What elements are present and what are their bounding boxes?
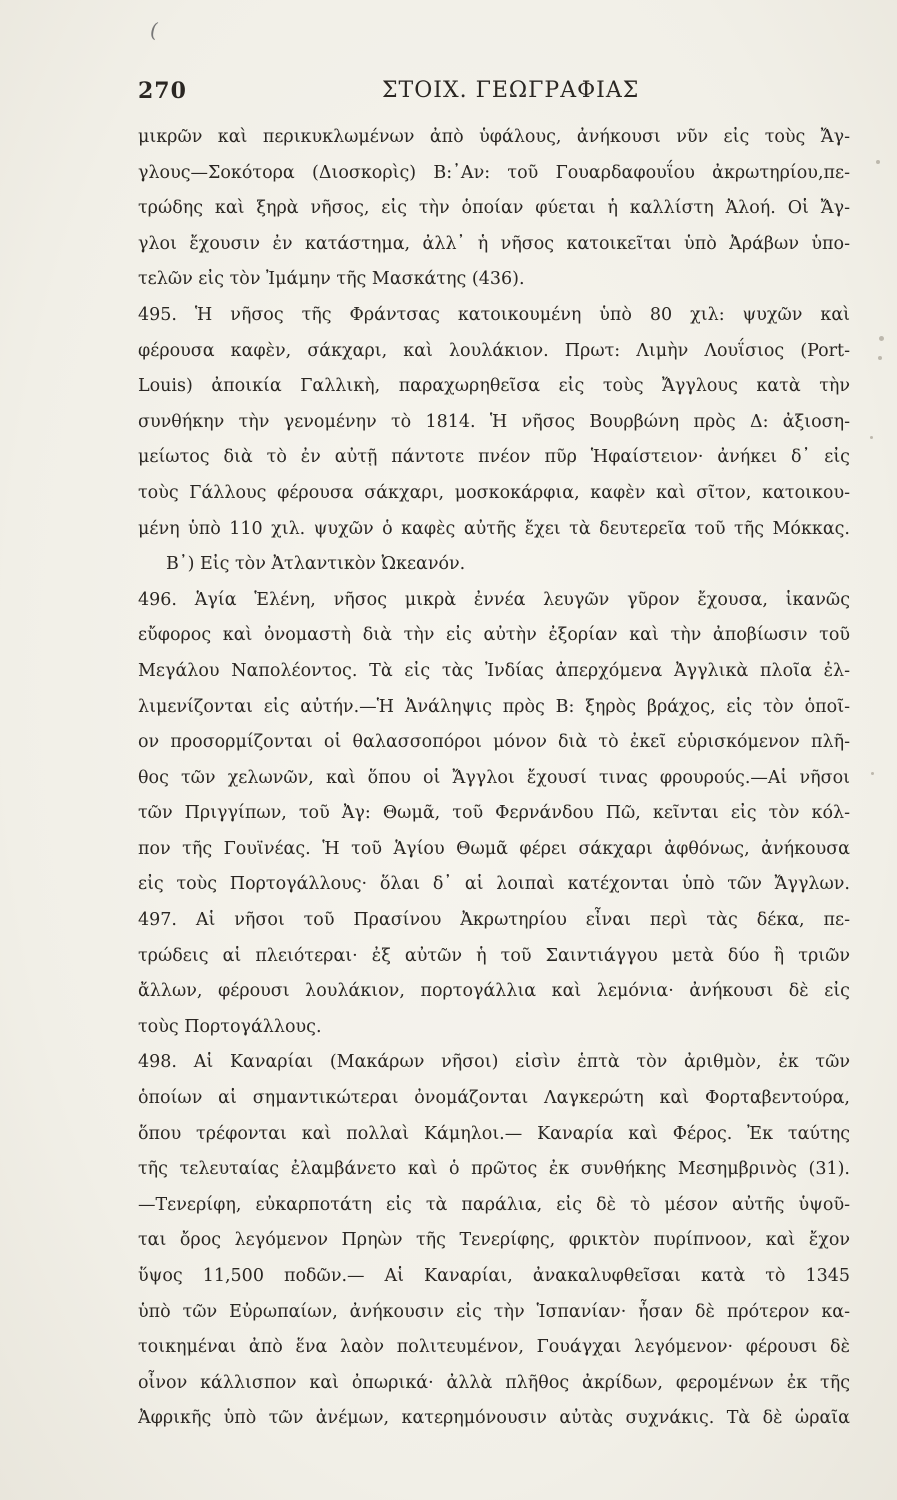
text-line: —Τενερίφη, εὐκαρποτάτη εἰς τὰ παράλια, εἰς δὲ τὸ μέσον αὐτῆς ὑψοῦ- — [138, 1194, 850, 1215]
text-line: 495. Ἡ νῆσος τῆς Φράντσας κατοικουμένη ὑπὸ 80 χιλ: ψυχῶν καὶ — [138, 304, 850, 325]
text-line: θος τῶν χελωνῶν, καὶ ὅπου οἱ Ἄγγλοι ἔχουσί τινας φρουρούς.—Αἱ νῆσοι — [138, 767, 850, 788]
text-line: Μεγάλου Ναπολέοντος. Τὰ εἰς τὰς Ἰνδίας ἀπερχόμενα Ἀγγλικὰ πλοῖα ἐλ- — [138, 660, 850, 681]
text-line: γλοι ἔχουσιν ἐν κατάστημα, ἀλλ᾽ ἡ νῆσος κατοικεῖται ὑπὸ Ἀράβων ὑπο- — [138, 233, 850, 254]
text-line: λιμενίζονται εἰς αὐτήν.—Ἡ Ἀνάληψις πρὸς Β: ξηρὸς βράχος, εἰς τὸν ὁποῖ- — [138, 696, 850, 717]
text-line: 497. Αἱ νῆσοι τοῦ Πρασίνου Ἀκρωτηρίου εἶναι περὶ τὰς δέκα, πε- — [138, 910, 850, 931]
text-line: εἰς τοὺς Πορτογάλλους· ὅλαι δ᾽ αἱ λοιπαὶ κατέχονται ὑπὸ τῶν Ἄγγλων. — [138, 874, 850, 895]
text-line: ἄλλων, φέρουσι λουλάκιον, πορτογάλλια καὶ λεμόνια· ἀνήκουσι δὲ εἰς — [138, 981, 850, 1002]
text-line: συνθήκην τὴν γενομένην τὸ 1814. Ἡ νῆσος Βουρβώνη πρὸς Δ: ἀξιοση- — [138, 411, 850, 432]
text-line: Louis) ἀποικία Γαλλικὴ, παραχωρηθεῖσα εἰς τοὺς Ἄγγλους κατὰ τὴν — [138, 376, 850, 397]
text-line: φέρουσα καφὲν, σάκχαρι, καὶ λουλάκιον. Πρωτ: Λιμὴν Λουΐσιος (Port- — [138, 340, 850, 361]
text-line: ὑπὸ τῶν Εὐρωπαίων, ἀνήκουσιν εἰς τὴν Ἱσπανίαν· ἦσαν δὲ πρότερον κα- — [138, 1301, 850, 1322]
page-number: 270 — [138, 78, 187, 104]
text-line: πον τῆς Γουϊνέας. Ἡ τοῦ Ἁγίου Θωμᾶ φέρει σάκχαρι ἀφθόνως, ἀνήκουσα — [138, 838, 850, 859]
text-line: μικρῶν καὶ περικυκλωμένων ἀπὸ ὑφάλους, ἀνήκουσι νῦν εἰς τοὺς Ἄγ- — [138, 127, 850, 147]
text-line: γλους—Σοκότορα (Διοσκορὶς) Β:᾽Αν: τοῦ Γουαρδαφουΐου ἀκρωτηρίου,πε- — [138, 162, 850, 183]
body-text — [138, 120, 850, 1437]
text-line: ον προσορμίζονται οἱ θαλασσοπόροι μόνον διὰ τὸ ἐκεῖ εὑρισκόμενον πλῆ- — [138, 732, 850, 753]
text-line: ὁποίων αἱ σημαντικώτεραι ὀνομάζονται Λαγκερώτη καὶ Φορταβεντούρα, — [138, 1088, 850, 1109]
text-line: μείωτος διὰ τὸ ἐν αὐτῇ πάντοτε πνέον πῦρ Ἡφαίστειον· ἀνήκει δ᾽ εἰς — [138, 447, 850, 468]
text-line: τοὺς Πορτογάλλους. — [138, 1016, 322, 1037]
section-heading: Β᾽) Εἰς τὸν Ἀτλαντικὸν Ὠκεανόν. — [166, 554, 466, 575]
text-line: τῆς τελευταίας ἐλαμβάνετο καὶ ὁ πρῶτος ἐκ συνθήκης Μεσημβρινὸς (31). — [138, 1159, 850, 1180]
text-line: 496. Ἁγία Ἑλένη, νῆσος μικρὰ ἐννέα λευγῶν γῦρον ἔχουσα, ἱκανῶς — [138, 589, 850, 610]
text-line: τελῶν εἰς τὸν Ἰμάμην τῆς Μασκάτης (436). — [138, 269, 525, 290]
text-line: ται ὄρος λεγόμενον Πρηὼν τῆς Τενερίφης, φρικτὸν πυρίπνοον, καὶ ἔχον — [138, 1230, 850, 1251]
text-line: 498. Αἱ Καναρίαι (Μακάρων νῆσοι) εἰσὶν ἑπτὰ τὸν ἀριθμὸν, ἐκ τῶν — [138, 1052, 850, 1073]
text-line: εὔφορος καὶ ὀνομαστὴ διὰ τὴν εἰς αὐτὴν ἐξορίαν καὶ τὴν ἀποβίωσιν τοῦ — [138, 625, 850, 646]
text-line: ὅπου τρέφονται καὶ πολλαὶ Κάμηλοι.— Καναρία καὶ Φέρος. Ἐκ ταύτης — [138, 1123, 850, 1144]
text-line: τρώδης καὶ ξηρὰ νῆσος, εἰς τὴν ὁποίαν φύεται ἡ καλλίστη Ἀλοή. Οἱ Ἄγ- — [138, 198, 850, 219]
text-line: τρώδεις αἱ πλειότεραι· ἐξ αὐτῶν ἡ τοῦ Σαιντιάγγου μετὰ δύο ἢ τριῶν — [138, 945, 850, 966]
running-title: ΣΤΟΙΧ. ΓΕΩΓΡΑΦΙΑΣ — [382, 78, 640, 103]
page-header — [138, 74, 848, 108]
text-line: οἶνον κάλλισπον καὶ ὀπωρικά· ἀλλὰ πλῆθος ἀκρίδων, φερομένων ἐκ τῆς — [138, 1372, 850, 1393]
text-line: τοὺς Γάλλους φέρουσα σάκχαρι, μοσκοκάρφια, καφὲν καὶ σῖτον, κατοικου- — [138, 482, 850, 503]
margin-mark: ( — [150, 18, 158, 42]
text-line: τοικημέναι ἀπὸ ἕνα λαὸν πολιτευμένον, Γουάγχαι λεγόμενον· φέρουσι δὲ — [138, 1337, 850, 1358]
text-line: Ἀφρικῆς ὑπὸ τῶν ἀνέμων, κατερημόνουσιν αὐτὰς συχνάκις. Τὰ δὲ ὡραῖα — [138, 1408, 850, 1429]
text-line: μένη ὑπὸ 110 χιλ. ψυχῶν ὁ καφὲς αὐτῆς ἔχει τὰ δευτερεῖα τοῦ τῆς Μόκκας. — [138, 518, 850, 539]
text-line: ὕψος 11,500 ποδῶν.— Αἱ Καναρίαι, ἀνακαλυφθεῖσαι κατὰ τὸ 1345 — [138, 1266, 850, 1286]
text-line: τῶν Πριγγίπων, τοῦ Ἀγ: Θωμᾶ, τοῦ Φερνάνδου Πῶ, κεῖνται εἰς τὸν κόλ- — [138, 803, 850, 824]
